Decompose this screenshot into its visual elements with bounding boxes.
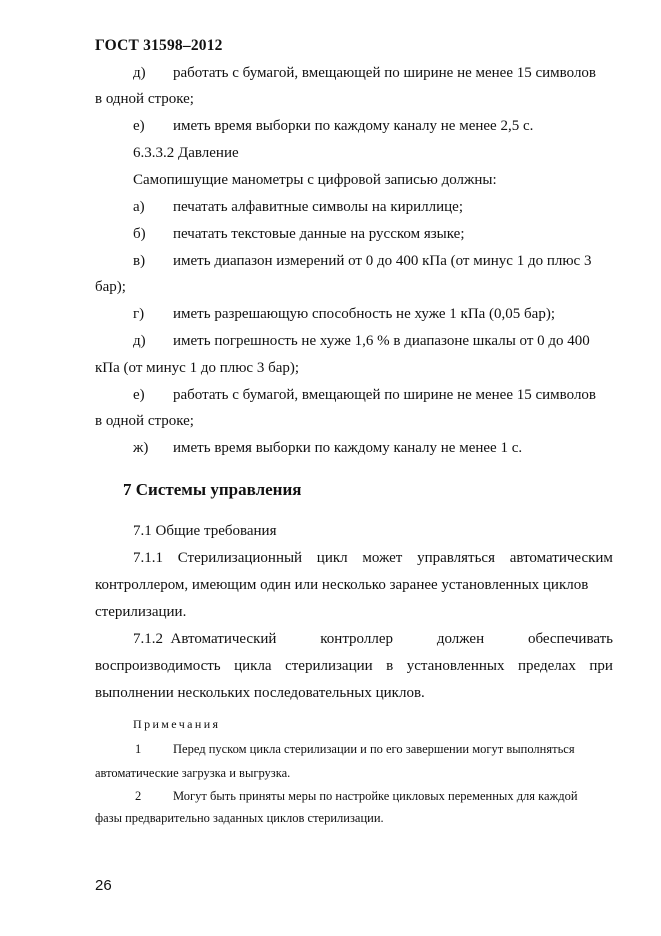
list-marker: а) — [133, 199, 145, 215]
list-marker: г) — [133, 306, 145, 322]
word: может — [362, 550, 403, 566]
list-item-continuation: в одной строке; — [95, 413, 194, 429]
list-text: работать с бумагой, вмещающей по ширине не менее 15 символов — [173, 387, 597, 403]
list-marker: е) — [133, 387, 145, 403]
document-header: ГОСТ 31598–2012 — [95, 37, 223, 54]
word: стерилизации — [285, 658, 373, 674]
word: автоматическим — [509, 550, 613, 566]
note-text: Перед пуском цикла стерилизации и по его завершении могут выполняться — [173, 742, 575, 756]
word: контроллер — [320, 631, 393, 647]
word: управляться — [417, 550, 495, 566]
word: Автоматический — [170, 631, 277, 647]
word: в — [386, 658, 394, 674]
word: должен — [436, 631, 485, 647]
word: обеспечивать — [527, 631, 613, 647]
note-continuation: фазы предварительно заданных циклов стерилизации. — [95, 811, 384, 825]
word: 7.1.1 — [133, 550, 163, 566]
paragraph-7-1-1-line-1 — [133, 549, 613, 567]
list-item-continuation: в одной строке; — [95, 91, 194, 107]
note-number: 1 — [135, 742, 142, 756]
list-item-continuation: бар); — [95, 279, 126, 295]
word: Стерилизационный — [177, 550, 303, 566]
paragraph-7-1-1-line-3: стерилизации. — [95, 604, 187, 620]
list-marker: д) — [133, 65, 146, 81]
word: воспроизводимость — [95, 658, 221, 674]
note-text: Могут быть приняты меры по настройке цикловых переменных для каждой — [173, 789, 578, 803]
list-text: печатать алфавитные символы на кириллице; — [173, 199, 464, 215]
list-text: иметь диапазон измерений от 0 до 400 кПа (от минус 1 до плюс 3 — [173, 253, 592, 269]
list-text: печатать текстовые данные на русском языке; — [173, 226, 465, 242]
notes-title: Примечания — [133, 717, 221, 731]
word: при — [589, 658, 613, 674]
list-marker: б) — [133, 226, 146, 242]
intro-paragraph: Самопишущие манометры с цифровой записью должны: — [133, 172, 497, 188]
word — [133, 630, 276, 648]
list-item-continuation: кПа (от минус 1 до плюс 3 бар); — [95, 360, 300, 376]
word: 7.1.2 — [133, 631, 163, 647]
word: пределах — [517, 658, 576, 674]
page-number: 26 — [95, 877, 112, 894]
list-marker: д) — [133, 333, 146, 349]
word: цикл — [316, 550, 348, 566]
list-text: иметь время выборки по каждому каналу не менее 2,5 с. — [173, 118, 534, 134]
list-text: иметь погрешность не хуже 1,6 % в диапазоне шкалы от 0 до 400 — [173, 333, 590, 349]
paragraph-7-1-2-line-3: выполнении нескольких последовательных циклов. — [95, 685, 425, 701]
word: цикла — [234, 658, 272, 674]
note-number: 2 — [135, 789, 142, 803]
paragraph-7-1-1-line-2: контроллером, имеющим один или несколько заранее установленных циклов — [95, 577, 589, 593]
list-marker: в) — [133, 253, 146, 269]
subsection-heading-6-3-3-2: 6.3.3.2 Давление — [133, 145, 239, 161]
subsection-heading-7-1: 7.1 Общие требования — [133, 523, 277, 539]
list-text: работать с бумагой, вмещающей по ширине не менее 15 символов — [173, 65, 597, 81]
list-text: иметь время выборки по каждому каналу не менее 1 с. — [173, 440, 523, 456]
paragraph-7-1-2-line-2 — [95, 657, 613, 675]
list-marker: е) — [133, 118, 145, 134]
word: установленных — [406, 658, 505, 674]
list-marker: ж) — [133, 440, 149, 456]
note-continuation: автоматические загрузка и выгрузка. — [95, 766, 291, 780]
section-heading-7: 7 Системы управления — [123, 480, 302, 499]
paragraph-7-1-2-line-1 — [133, 630, 613, 648]
list-text: иметь разрешающую способность не хуже 1 кПа (0,05 бар); — [173, 306, 556, 322]
